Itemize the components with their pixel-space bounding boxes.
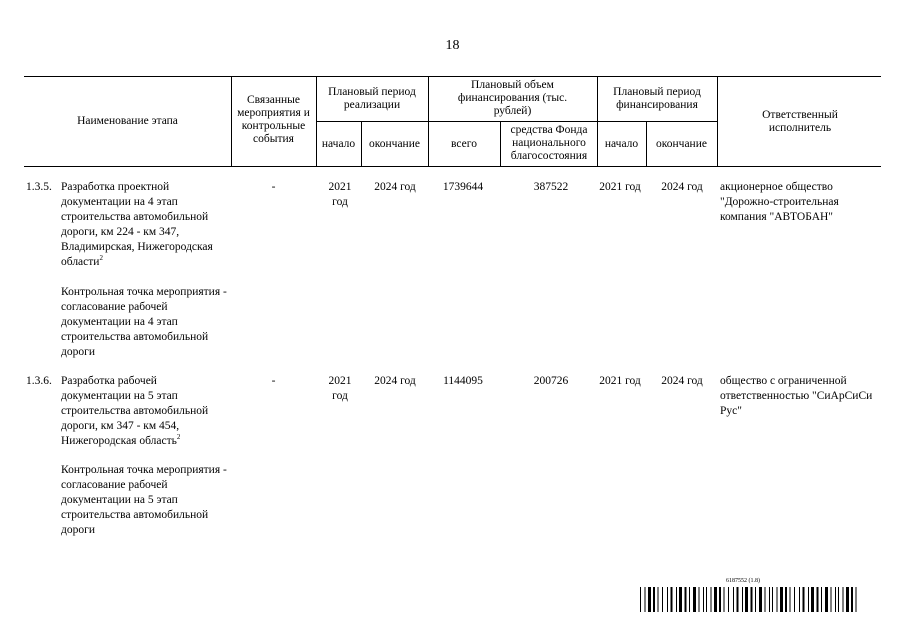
- stage-name: Разработка рабочей документации на 5 этап строительства автомобильной дороги, км 347 - км 454, Нижегородская область$^2$: [61, 375, 209, 447]
- subheader-line-period: [316, 121, 428, 122]
- header-funding-group: Плановый объем финансирования (тыс. рублей): [457, 79, 568, 117]
- subheader-line-finperiod: [597, 121, 717, 122]
- control-point: Контрольная точка мероприятия - согласование рабочей документации на 4 этап строительства автомобильной дороги: [61, 286, 227, 358]
- col-divider: [428, 76, 429, 166]
- col-divider: [316, 76, 317, 166]
- header-responsible: Ответственный исполнитель: [762, 109, 838, 134]
- finperiod-start: 2021 год: [599, 375, 641, 387]
- funding-fund: 200726: [533, 375, 569, 387]
- barcode-icon: [640, 587, 860, 612]
- subheader-line-funding: [428, 121, 597, 122]
- col-divider: [597, 76, 598, 166]
- finperiod-end: 2024 год: [661, 375, 703, 387]
- header-related-events: Связанные мероприятия и контрольные события: [237, 94, 310, 145]
- header-finperiod-group: Плановый период финансирования: [613, 86, 701, 111]
- header-bottom-border: [24, 166, 881, 167]
- related-events: -: [271, 181, 276, 193]
- finperiod-start: 2021 год: [599, 181, 641, 193]
- row-number: 1.3.5.: [26, 181, 52, 193]
- row-number: 1.3.6.: [26, 375, 52, 387]
- funding-fund: 387522: [533, 181, 569, 193]
- header-funding-total: всего: [451, 138, 477, 150]
- header-period-group: Плановый период реализации: [328, 86, 416, 111]
- period-start: 2021 год: [328, 375, 352, 402]
- funding-total: 1144095: [443, 375, 483, 387]
- period-start: 2021 год: [328, 181, 352, 208]
- header-period-end: окончание: [369, 138, 420, 150]
- header-funding-fund: средства Фонда национального благосостояния: [510, 124, 588, 162]
- related-events: -: [271, 375, 276, 387]
- period-end: 2024 год: [374, 181, 416, 193]
- header-finperiod-start: начало: [604, 138, 639, 150]
- stage-name: Разработка проектной документации на 4 этап строительства автомобильной дороги, км 224 - км 347, Владимирская, Нижегородская области$^2$: [61, 181, 213, 268]
- responsible: акционерное общество "Дорожно-строительная компания "АВТОБАН": [720, 181, 839, 223]
- header-period-start: начало: [321, 138, 356, 150]
- control-point: Контрольная точка мероприятия - согласование рабочей документации на 5 этап строительства автомобильной дороги: [61, 464, 227, 536]
- header-stage-name: Наименование этапа: [77, 115, 178, 127]
- responsible: общество с ограниченной ответственностью "СиАрСиСи Рус": [720, 375, 873, 417]
- page-number: 18: [445, 38, 460, 53]
- col-divider: [717, 76, 718, 166]
- col-divider: [500, 121, 501, 166]
- header-finperiod-end: окончание: [656, 138, 707, 150]
- table-top-border: [24, 76, 881, 77]
- funding-total: 1739644: [442, 181, 484, 193]
- finperiod-end: 2024 год: [661, 181, 703, 193]
- barcode-number: 6187552 (1.8): [726, 578, 760, 584]
- period-end: 2024 год: [374, 375, 416, 387]
